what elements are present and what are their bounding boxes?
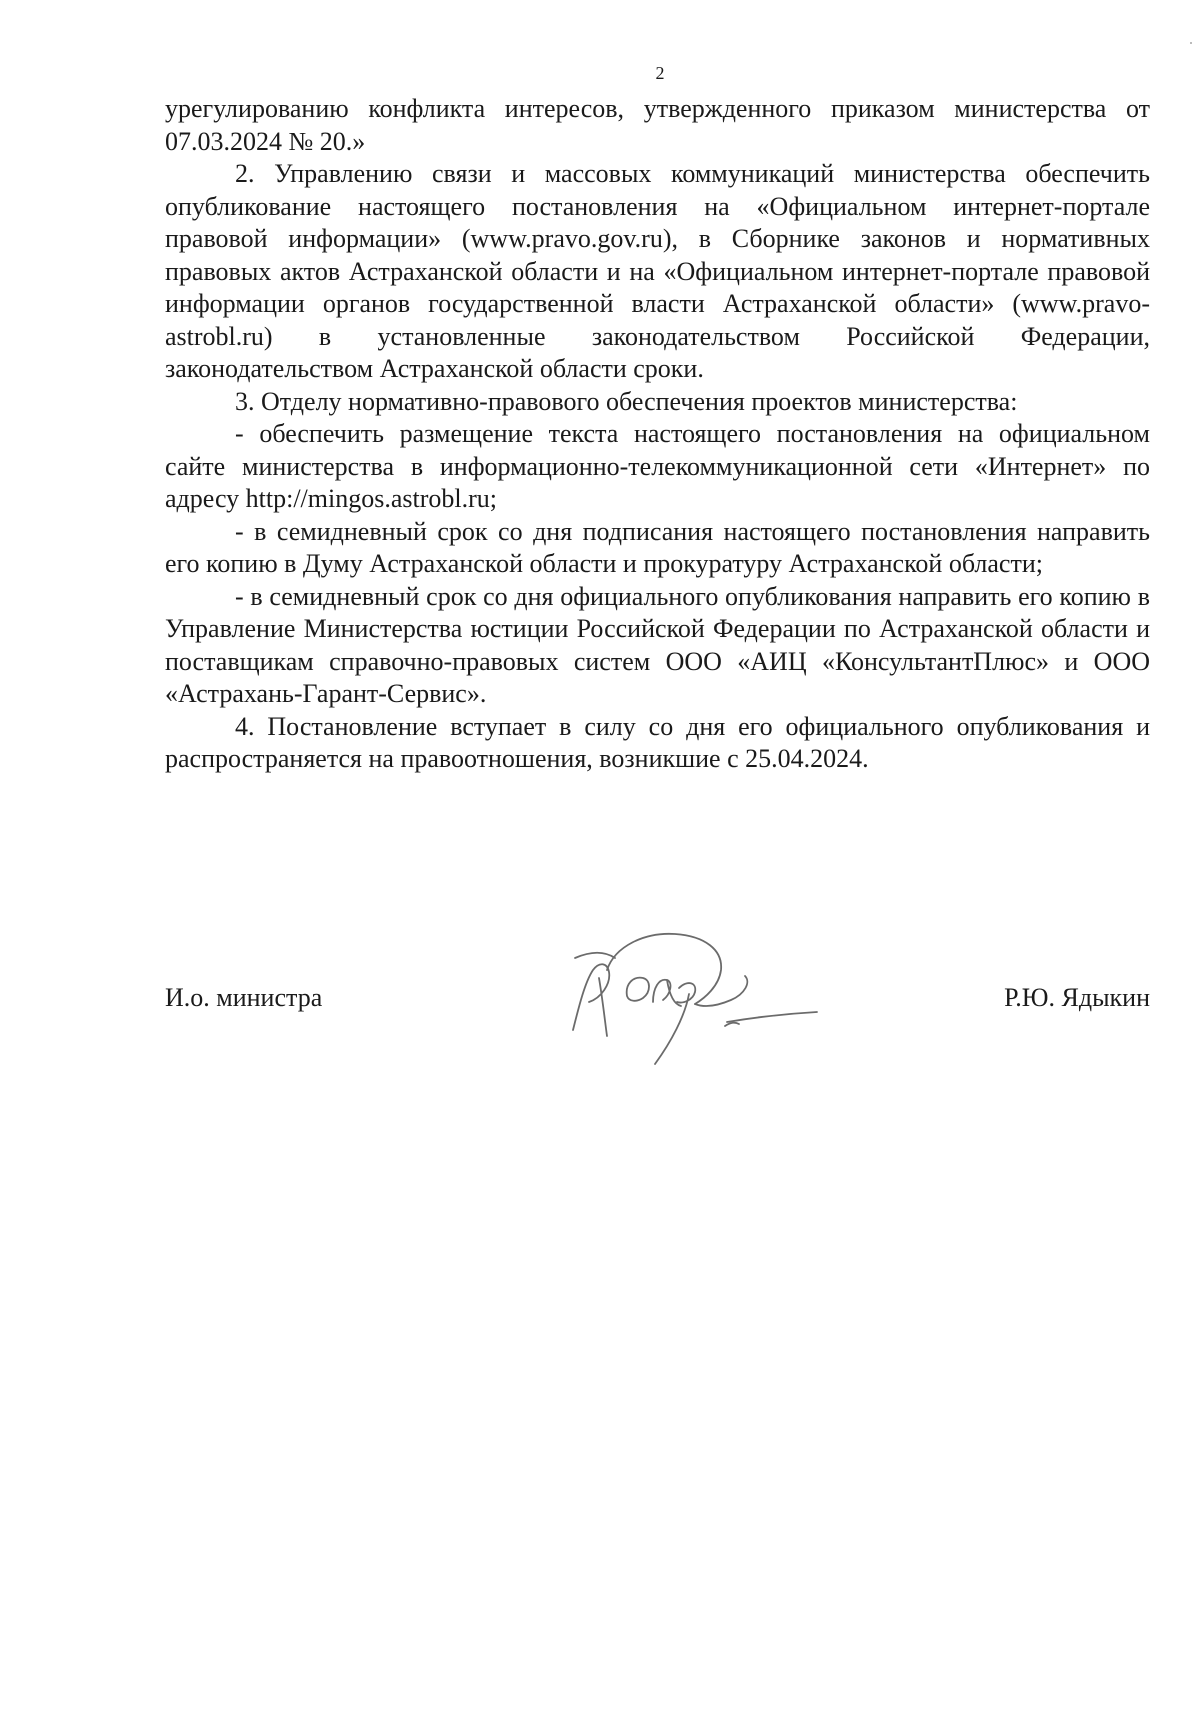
document-body [165,93,1150,776]
paragraph-3-item-website: - обеспечить размещение текста настоящего постановления на официальном сайте министерства в информационно-телекоммуникационной сети «Интернет» по адресу http://mingos.astrobl.ru; [165,419,1150,513]
paragraph-2-publication: 2. Управлению связи и массовых коммуникаций министерства обеспечить опубликование настоящего постановления на «Официальном интернет-портале правовой информации» (www.pravo.gov.ru), в Сборнике законов и нормативных правовых актов Астраханской области и на «Официальном интернет-портале правовой информации органов государственной власти Астраханской области» (www.pravo-astrobl.ru) в установленные законодательством Российской Федерации, законодательством Астраханской области сроки. [165,159,1150,383]
signatory-position: И.о. министра [165,983,323,1012]
paragraph-3-item-ministry-justice: - в семидневный срок со дня официального опубликования направить его копию в Управление Министерства юстиции Российской Федерации по Астраханской области и поставщикам справочно-правовых систем ООО «АИЦ «КонсультантПлюс» и ООО «Астрахань-Гарант-Сервис». [165,581,1150,708]
signatory-name: Р.Ю. Ядыкин [1004,983,1150,1012]
paragraph-1-continuation: урегулированию конфликта интересов, утвержденного приказом министерства от 07.03.2024 № 20.» [165,94,1150,156]
paragraph-3-item-duma: - в семидневный срок со дня подписания настоящего постановления направить его копию в Думу Астраханской области и прокуратуру Астраханской области; [165,516,1150,578]
paragraph-3-legal-department: 3. Отделу нормативно-правового обеспечения проектов министерства: [235,386,1018,416]
signature-block [165,982,1150,1022]
scan-mark [1190,42,1192,44]
page-number: 2 [655,63,665,83]
paragraph-4-effective-date: 4. Постановление вступает в силу со дня его официального опубликования и распространяется на правоотношения, возникшие с 25.04.2024. [165,711,1150,773]
